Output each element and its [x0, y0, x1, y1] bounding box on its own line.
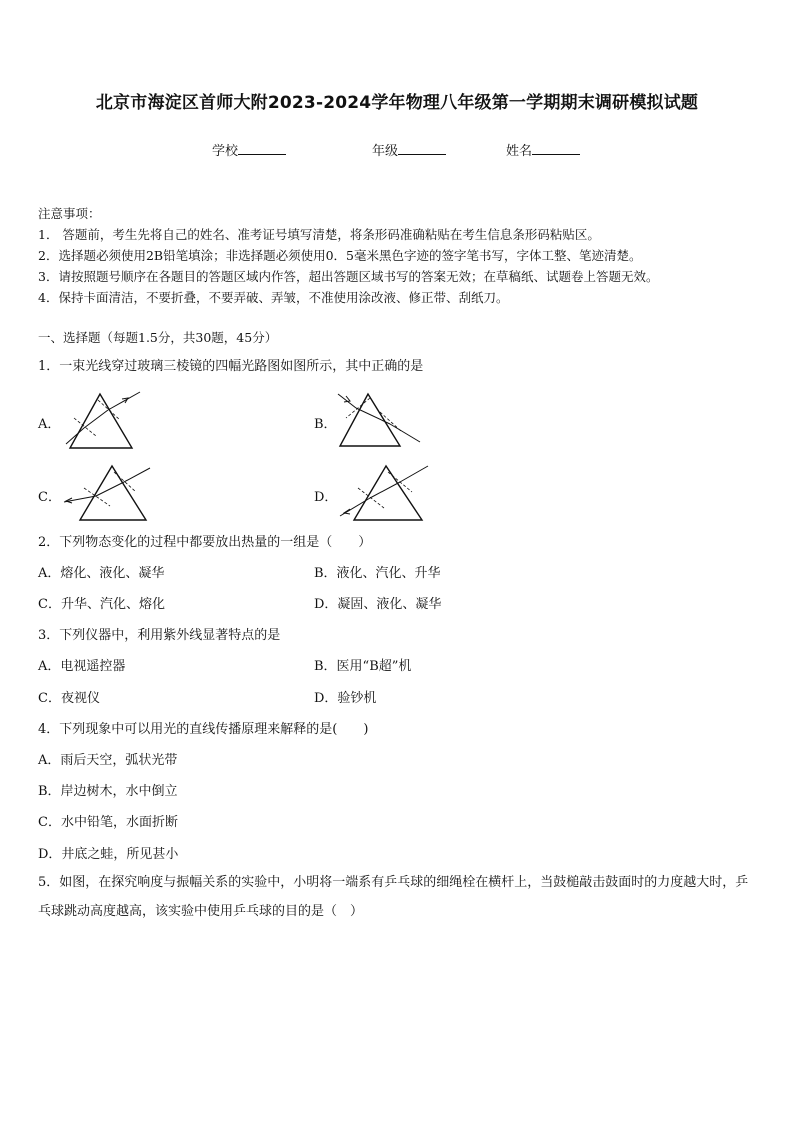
question-1-stem: 1．一束光线穿过玻璃三棱镜的四幅光路图如图所示，其中正确的是 [38, 359, 424, 374]
q3-option-b: B．医用“B超”机 [314, 659, 412, 674]
prism-figure-b [336, 388, 422, 452]
q2-option-b: B．液化、汽化、升华 [314, 566, 441, 581]
name-label: 姓名 [506, 144, 533, 159]
q2-option-a: A．熔化、液化、凝华 [38, 566, 165, 581]
school-label: 学校 [212, 144, 239, 159]
question-2-stem: 2．下列物态变化的过程中都要放出热量的一组是（ ） [38, 535, 372, 550]
question-3-stem: 3．下列仪器中，利用紫外线显著特点的是 [38, 628, 281, 643]
section-title: 一、选择题（每题1.5分，共30题，45分） [38, 330, 278, 345]
school-field [212, 140, 286, 159]
grade-field [372, 140, 446, 159]
q3-option-d: D．验钞机 [314, 691, 377, 706]
q1-option-c-label: C． [38, 490, 61, 505]
notes-heading: 注意事项： [38, 206, 101, 221]
incident-ray [400, 466, 428, 482]
grade-blank [398, 142, 446, 155]
grade-label: 年级 [372, 144, 399, 159]
school-blank [238, 142, 286, 155]
question-5-stem: 5．如图，在探究响度与振幅关系的实验中，小明将一端系有乒乓球的细绳栓在横杆上，当鼓槌敲击鼓面时的力度越大时，乒乓球跳动高度越高，该实验中使用乒乓球的目的是（ ） [38, 875, 749, 919]
q3-option-a: A．电视遥控器 [38, 659, 126, 674]
note-item: 1． 答题前，考生先将自己的姓名、准考证号填写清楚，将条形码准确粘贴在考生信息条形码粘贴区。 [38, 227, 600, 242]
q4-option-d: D．井底之蛙，所见甚小 [38, 847, 179, 862]
normal-line [380, 412, 402, 432]
note-item: 4．保持卡面清洁，不要折叠，不要弄破、弄皱，不准使用涂改液、修正带、刮纸刀。 [38, 290, 509, 305]
incident-ray [124, 468, 150, 482]
q1-option-d-label: D． [314, 490, 338, 505]
prism-figure-c [60, 462, 154, 524]
note-item: 2．选择题必须使用2B铅笔填涂；非选择题必须使用0．5毫米黑色字迹的签字笔书写，字体工整、笔迹清楚。 [38, 248, 642, 263]
question-4-stem: 4．下列现象中可以用光的直线传播原理来解释的是( ) [38, 722, 369, 737]
q1-option-b-label: B． [314, 417, 337, 432]
prism-triangle [80, 466, 146, 520]
refracted-ray [96, 482, 124, 496]
exam-title: 北京市海淀区首师大附2023-2024学年物理八年级第一学期期末调研模拟试题 [95, 93, 699, 113]
q3-option-c: C．夜视仪 [38, 691, 100, 706]
q1-option-a-label: A． [38, 417, 61, 432]
name-blank [532, 142, 580, 155]
q4-option-c: C．水中铅笔，水面折断 [38, 815, 178, 830]
q4-option-b: B．岸边树木，水中倒立 [38, 784, 178, 799]
refracted-ray [84, 410, 108, 428]
q2-option-c: C．升华、汽化、熔化 [38, 597, 165, 612]
incident-ray [108, 392, 140, 410]
prism-figure-d [336, 462, 432, 524]
emergent-ray [66, 428, 84, 444]
prism-figure-a [60, 388, 142, 452]
name-field [506, 140, 580, 159]
prism-triangle [340, 394, 400, 446]
q2-option-d: D．凝固、液化、凝华 [314, 597, 442, 612]
note-item: 3．请按照题号顺序在各题目的答题区域内作答，超出答题区域书写的答案无效；在草稿纸、试题卷上答题无效。 [38, 269, 659, 284]
arrow-icon [344, 509, 350, 514]
q4-option-a: A．雨后天空，弧状光带 [38, 753, 178, 768]
emergent-ray [390, 424, 420, 442]
